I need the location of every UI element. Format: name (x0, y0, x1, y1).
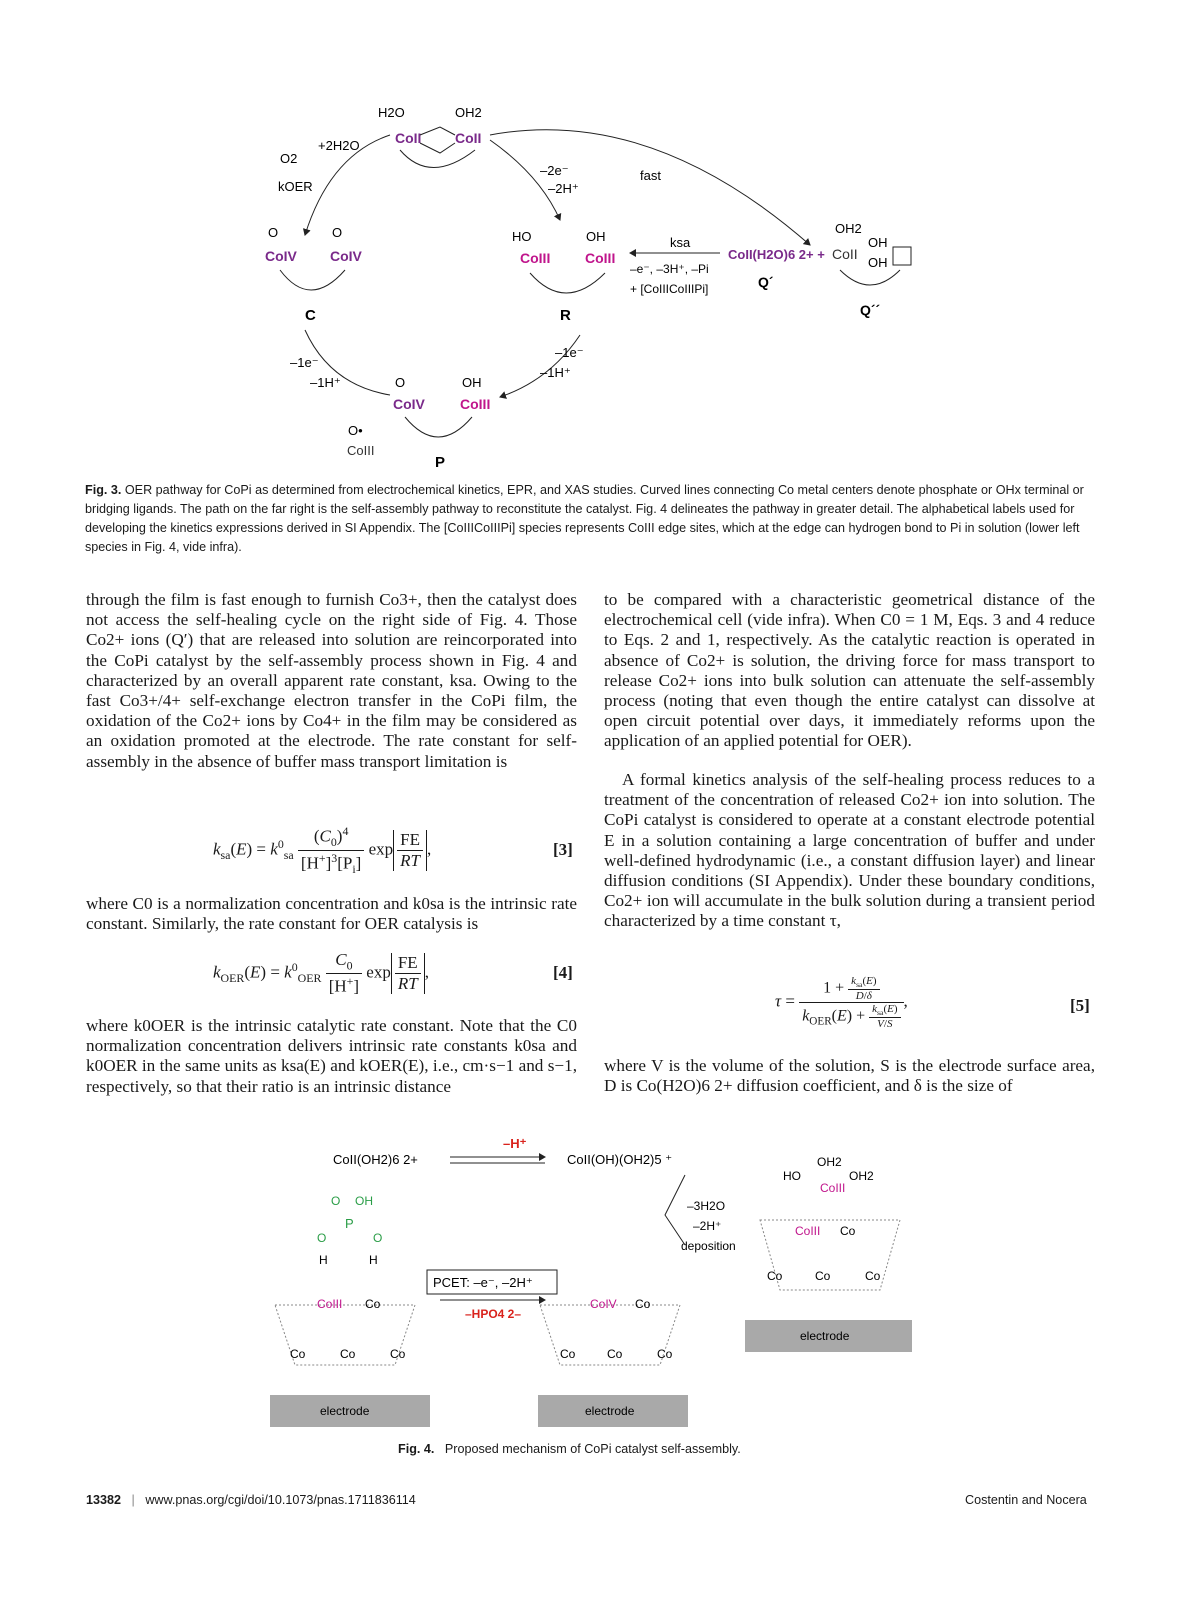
c-co-left: CoIV (265, 248, 297, 264)
fast-label: fast (640, 168, 661, 183)
label-Q-double-prime: Q´´ (860, 302, 881, 318)
ksa-label: ksa (670, 235, 691, 250)
fig4-deposition: deposition (681, 1239, 736, 1253)
svg-text:Co: Co (767, 1269, 783, 1283)
ksa-cond-2: + [CoIIICoIIIPi] (630, 282, 709, 296)
svg-text:O: O (332, 225, 343, 240)
top-oh2: OH2 (455, 105, 482, 120)
doi-link[interactable]: www.pnas.org/cgi/doi/10.1073/pnas.1711836114 (145, 1493, 416, 1507)
svg-text:Co: Co (815, 1269, 831, 1283)
left-para-3: where k0OER is the intrinsic catalytic rate constant. Note that the C0 normalization concentration delivers intrinsic rate constants k0sa and k0OER in the same units as ksa(E) and kOER(E), i.e., cm·s−1 and s−1, respectively, so that their ratio is an intrinsic distance (86, 1016, 577, 1096)
svg-text:OH2: OH2 (849, 1169, 874, 1183)
fig4-minus-2h: –2H⁺ (693, 1219, 722, 1233)
svg-text:OH2: OH2 (817, 1155, 842, 1169)
svg-text:Co: Co (365, 1297, 381, 1311)
svg-text:O: O (373, 1231, 383, 1245)
right-para-1: to be compared with a characteristic geometrical distance of the electrochemical cell (vide infra). When C0 = 1 M, Eqs. 3 and 4 reduce to Eqs. 2 and 1, respectively. As the catalytic reaction is operated in absence of Co2+ is solution, the driving force for mass transport to release Co2+ ions into bulk solution can attenuate the self-assembly process (noting that even though the entire catalyst can dissolve at open circuit potential over days, it immediately reforms upon the application of an applied potential for OER). (604, 590, 1095, 751)
electrode-right-label: electrode (800, 1329, 850, 1343)
label-P: P (435, 454, 446, 471)
fig4-caption-text: Proposed mechanism of CoPi catalyst self-assembly. (444, 1442, 741, 1456)
fig4-minus-h: –H⁺ (503, 1136, 527, 1151)
fig4-minus-3h2o: –3H2O (687, 1199, 726, 1213)
label-Q-prime: Q´ (758, 274, 774, 290)
svg-text:H: H (369, 1253, 378, 1267)
label-C: C (305, 307, 316, 324)
svg-text:Co: Co (340, 1347, 356, 1361)
svg-text:Co: Co (390, 1347, 406, 1361)
svg-text:OH: OH (868, 235, 888, 250)
fig3-caption-label: Fig. 3. (85, 483, 122, 497)
label-R: R (560, 307, 571, 324)
svg-text:Co: Co (657, 1347, 673, 1361)
page-number: 13382 (86, 1493, 122, 1507)
right-para-3: where V is the volume of the solution, S is the electrode surface area, D is Co(H2O)6 2+ diffusion coefficient, and δ is the size of (604, 1056, 1095, 1096)
equation-5-number: [5] (1070, 996, 1090, 1015)
p-co-right: CoIII (460, 396, 491, 412)
svg-text:OH: OH (462, 375, 482, 390)
svg-text:OH: OH (586, 229, 606, 244)
svg-text:O•: O• (348, 423, 363, 438)
footer-left (86, 1493, 416, 1507)
svg-text:HO: HO (512, 229, 532, 244)
plus-2h2o: +2H2O (318, 138, 360, 153)
minus-1e-left: –1e⁻ (290, 355, 319, 370)
svg-text:Co: Co (560, 1347, 576, 1361)
figure-3-caption (85, 481, 1097, 557)
fig4-caption-label: Fig. 4. (398, 1442, 435, 1456)
svg-text:H: H (319, 1253, 328, 1267)
r-co-right: CoIII (585, 250, 616, 266)
svg-text:O: O (268, 225, 279, 240)
minus-1e-right: –1e⁻ (555, 345, 584, 360)
fig4-hpo4: –HPO4 2– (465, 1307, 522, 1321)
fig4-top-right-species: CoII(OH)(OH2)5 ⁺ (567, 1152, 673, 1167)
fig3-caption-text: OER pathway for CoPi as determined from electrochemical kinetics, EPR, and XAS studies. Curved lines connecting Co metal centers denote phosphate or OHx terminal or bridging ligands. The path on the far right is the self-assembly pathway to reconstitute the catalyst. Fig. 4 delineates the pathway in greater detail. The alphabetical labels used for developing the kinetics expressions derived in SI Appendix. The [CoIIICoIIIPi] species represents CoIII edge sites, which at the edge can hydrogen bond to Pi in solution (lower left species in Fig. 4, vide infra). (85, 483, 1084, 554)
svg-text:O: O (317, 1231, 327, 1245)
fig4-left-co-iii: CoIII (317, 1297, 343, 1311)
svg-text:Co: Co (290, 1347, 306, 1361)
equation-3-number: [3] (553, 840, 573, 859)
ksa-cond-1: –e⁻, –3H⁺, –Pi (630, 262, 709, 276)
left-para-2: where C0 is a normalization concentration and k0sa is the intrinsic rate constant. Similarly, the rate constant for OER catalysis is (86, 894, 577, 934)
o2-label: O2 (280, 151, 298, 166)
equation-3: $k_{sa}(E) = k^0_{sa}$ $\frac{(C_0)^4}{[H^+]^3[P_i]}$ exp $\frac{FE}{RT}$ , (213, 824, 432, 877)
svg-text:OH: OH (355, 1194, 373, 1208)
svg-text:OH: OH (868, 255, 888, 270)
electrode-left-label: electrode (320, 1404, 370, 1418)
equation-4-number: [4] (553, 963, 573, 982)
footer-authors: Costentin and Nocera (965, 1493, 1087, 1507)
q-prime-species: CoII(H2O)6 2+ + (728, 247, 825, 262)
fig4-right-co-mid: CoIII (795, 1224, 821, 1238)
svg-text:OH2: OH2 (835, 221, 862, 236)
c-co-right: CoIV (330, 248, 362, 264)
top-h2o: H2O (378, 105, 405, 120)
equation-5: τ = 1 + $\frac{k_{sa}(E)}{D/\delta}$ $k_{OER}(E)$ + $\frac{k_{sa}(E)}{V/S}$ , (775, 975, 908, 1031)
side-co: CoIII (347, 443, 375, 458)
svg-text:O: O (331, 1194, 341, 1208)
svg-text:O: O (395, 375, 406, 390)
koer-label: kOER (278, 179, 313, 194)
r-co-left: CoIII (520, 250, 551, 266)
equation-4: $k_{OER}(E) = k^0_{OER}$ $\frac{C_0}{[H^+]}$ exp $\frac{FE}{RT}$ , (213, 950, 429, 997)
figure-3-scheme (250, 95, 960, 480)
svg-text:HO: HO (783, 1169, 801, 1183)
fig4-mid-co-iv: CoIV (590, 1297, 617, 1311)
p-co-left: CoIV (393, 396, 425, 412)
minus-2h: –2H⁺ (548, 181, 579, 196)
right-para-2: A formal kinetics analysis of the self-healing process reduces to a treatment of the concentration of released Co2+ ion into solution. The CoPi catalyst is considered to operate at a constant electrode potential E in a solution containing a large concentration of buffer and under well-defined hydrodynamic (i.e., a constant diffusion layer) and linear diffusion conditions (SI Appendix). Under these boundary conditions, Co2+ ion will accumulate in the bulk solution during a transient period characterized by a time constant τ, (604, 770, 1095, 931)
fig4-right-co-top: CoIII (820, 1181, 846, 1195)
svg-text:P: P (345, 1216, 354, 1231)
minus-1h-left: –1H⁺ (310, 375, 341, 390)
electrode-middle-label: electrode (585, 1404, 635, 1418)
left-para-1: through the film is fast enough to furnish Co3+, then the catalyst does not access the self-healing cycle on the right side of Fig. 4. Those Co2+ ions (Q′) that are released into solution are reincorporated into the CoPi catalyst by the self-assembly process shown in Fig. 4 and characterized by an overall apparent rate constant, ksa. Owing to the fast Co3+/4+ self-exchange electron transfer in the CoPi film, the oxidation of the Co2+ ions by Co4+ in the film may be considered as an oxidation promoted at the electrode. The rate constant for self-assembly in the absence of buffer mass transport limitation is (86, 590, 577, 771)
svg-text:Co: Co (635, 1297, 651, 1311)
minus-1h-right: –1H⁺ (540, 365, 571, 380)
svg-text:Co: Co (840, 1224, 856, 1238)
figure-4-scheme (255, 1130, 915, 1440)
svg-text:Co: Co (865, 1269, 881, 1283)
minus-2e: –2e⁻ (540, 163, 569, 178)
figure-4-caption (398, 1442, 998, 1456)
footer-separator: | (131, 1493, 135, 1507)
qpp-co: CoII (832, 246, 858, 262)
fig4-pcet: PCET: –e⁻, –2H⁺ (433, 1275, 533, 1290)
top-co-right: CoII (455, 130, 482, 146)
svg-text:Co: Co (607, 1347, 623, 1361)
fig4-top-left-species: CoII(OH2)6 2+ (333, 1152, 418, 1167)
top-co-left: CoII (395, 130, 422, 146)
